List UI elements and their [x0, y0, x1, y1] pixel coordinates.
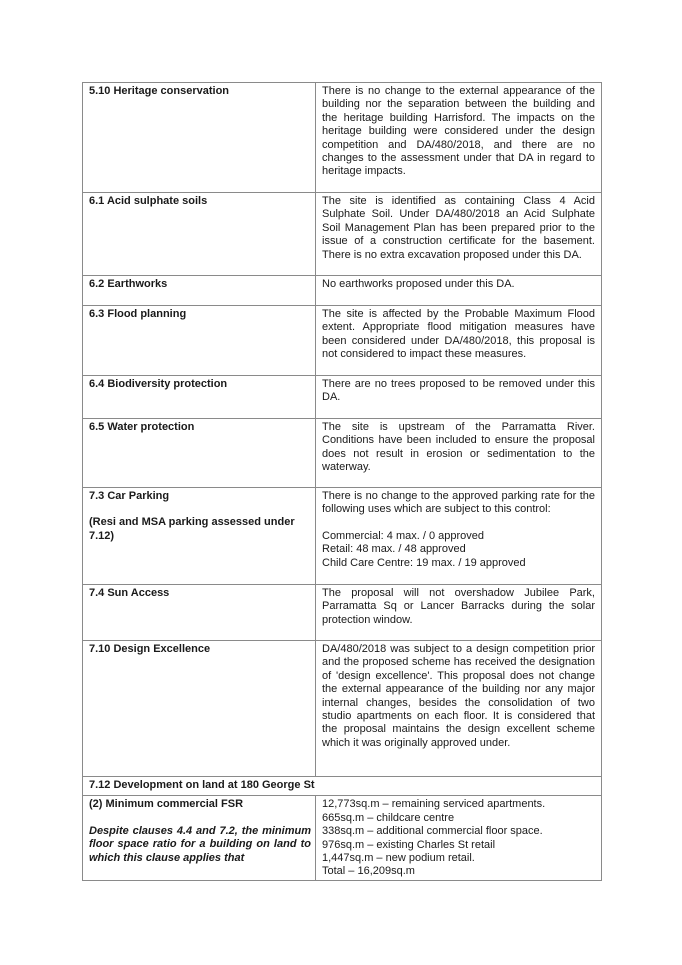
section-heading: 7.12 Development on land at 180 George St	[83, 777, 602, 796]
assessment-text: There is no change to the approved parking rate for the following uses which are subject to this control:	[322, 490, 595, 516]
assessment-cell: The site is affected by the Probable Maximum Flood extent. Appropriate flood mitigation measures have been considered under DA/480/2018, this proposal is not considered to impact these measures.	[316, 306, 602, 376]
fsr-line: 12,773sq.m – remaining serviced apartments.	[322, 798, 546, 811]
clause-cell: 7.10 Design Excellence	[83, 641, 316, 777]
parking-line: Commercial: 4 max. / 0 approved	[322, 529, 485, 542]
clause-cell: 6.1 Acid sulphate soils	[83, 193, 316, 276]
table-row	[83, 276, 602, 306]
fsr-line: 976sq.m – existing Charles St retail	[322, 838, 496, 851]
clause-cell: 5.10 Heritage conservation	[83, 83, 316, 193]
assessment-cell: The proposal will not overshadow Jubilee Park, Parramatta Sq or Lancer Barracks during the solar protection window.	[316, 585, 602, 641]
clause-cell: 7.4 Sun Access	[83, 585, 316, 641]
assessment-cell: There are no trees proposed to be removed under this DA.	[316, 376, 602, 419]
fsr-line: 665sq.m – childcare centre	[322, 811, 455, 824]
assessment-cell	[316, 796, 602, 880]
table-row	[83, 83, 602, 193]
clause-cell: 6.3 Flood planning	[83, 306, 316, 376]
clause-cell: 6.2 Earthworks	[83, 276, 316, 306]
assessment-cell: DA/480/2018 was subject to a design competition prior and the proposed scheme has received the designation of 'design excellence'. This proposal does not change the external appearance of the building nor any major internal changes, besides the consolidation of two studio apartments on each floor. It is considered that the proposal maintains the design excellent scheme which it was originally approved under.	[316, 641, 602, 777]
table-row	[83, 641, 602, 777]
clause-cell: 6.5 Water protection	[83, 419, 316, 488]
clause-cell: 6.4 Biodiversity protection	[83, 376, 316, 419]
table-row	[83, 488, 602, 585]
clause-cell	[83, 796, 316, 880]
table-row	[83, 306, 602, 376]
clause-title: (2) Minimum commercial FSR	[89, 798, 244, 811]
section-heading-row	[83, 777, 602, 796]
fsr-line: 338sq.m – additional commercial floor space.	[322, 825, 543, 838]
parking-line: Retail: 48 max. / 48 approved	[322, 543, 466, 556]
clause-note: (Resi and MSA parking assessed under 7.12)	[89, 516, 295, 542]
fsr-total: Total – 16,209sq.m	[322, 865, 415, 878]
clause-text: Despite clauses 4.4 and 7.2, the minimum floor space ratio for a building on land to which this clause applies that	[89, 824, 311, 864]
table-row	[83, 376, 602, 419]
assessment-table	[82, 82, 602, 881]
table-row	[83, 585, 602, 641]
parking-line: Child Care Centre: 19 max. / 19 approved	[322, 556, 526, 569]
table-row	[83, 419, 602, 488]
assessment-cell: The site is upstream of the Parramatta River. Conditions have been included to ensure the proposal does not result in erosion or sedimentation to the waterway.	[316, 419, 602, 488]
table-row	[83, 193, 602, 276]
assessment-cell: No earthworks proposed under this DA.	[316, 276, 602, 306]
assessment-cell	[316, 488, 602, 585]
assessment-cell: There is no change to the external appearance of the building nor the separation between the building and the heritage building Harrisford. The impacts on the heritage building were considered under the design competition and DA/480/2018, and there are no changes to the assessment under that DA in regard to heritage impacts.	[316, 83, 602, 193]
clause-title: 7.3 Car Parking	[89, 490, 170, 502]
assessment-cell: The site is identified as containing Class 4 Acid Sulphate Soil. Under DA/480/2018 an Acid Sulphate Soil Management Plan has been prepared prior to the issue of a construction certificate for the basement. There is no extra excavation proposed under this DA.	[316, 193, 602, 276]
fsr-line: 1,447sq.m – new podium retail.	[322, 852, 475, 865]
table-row	[83, 796, 602, 880]
clause-cell	[83, 488, 316, 585]
